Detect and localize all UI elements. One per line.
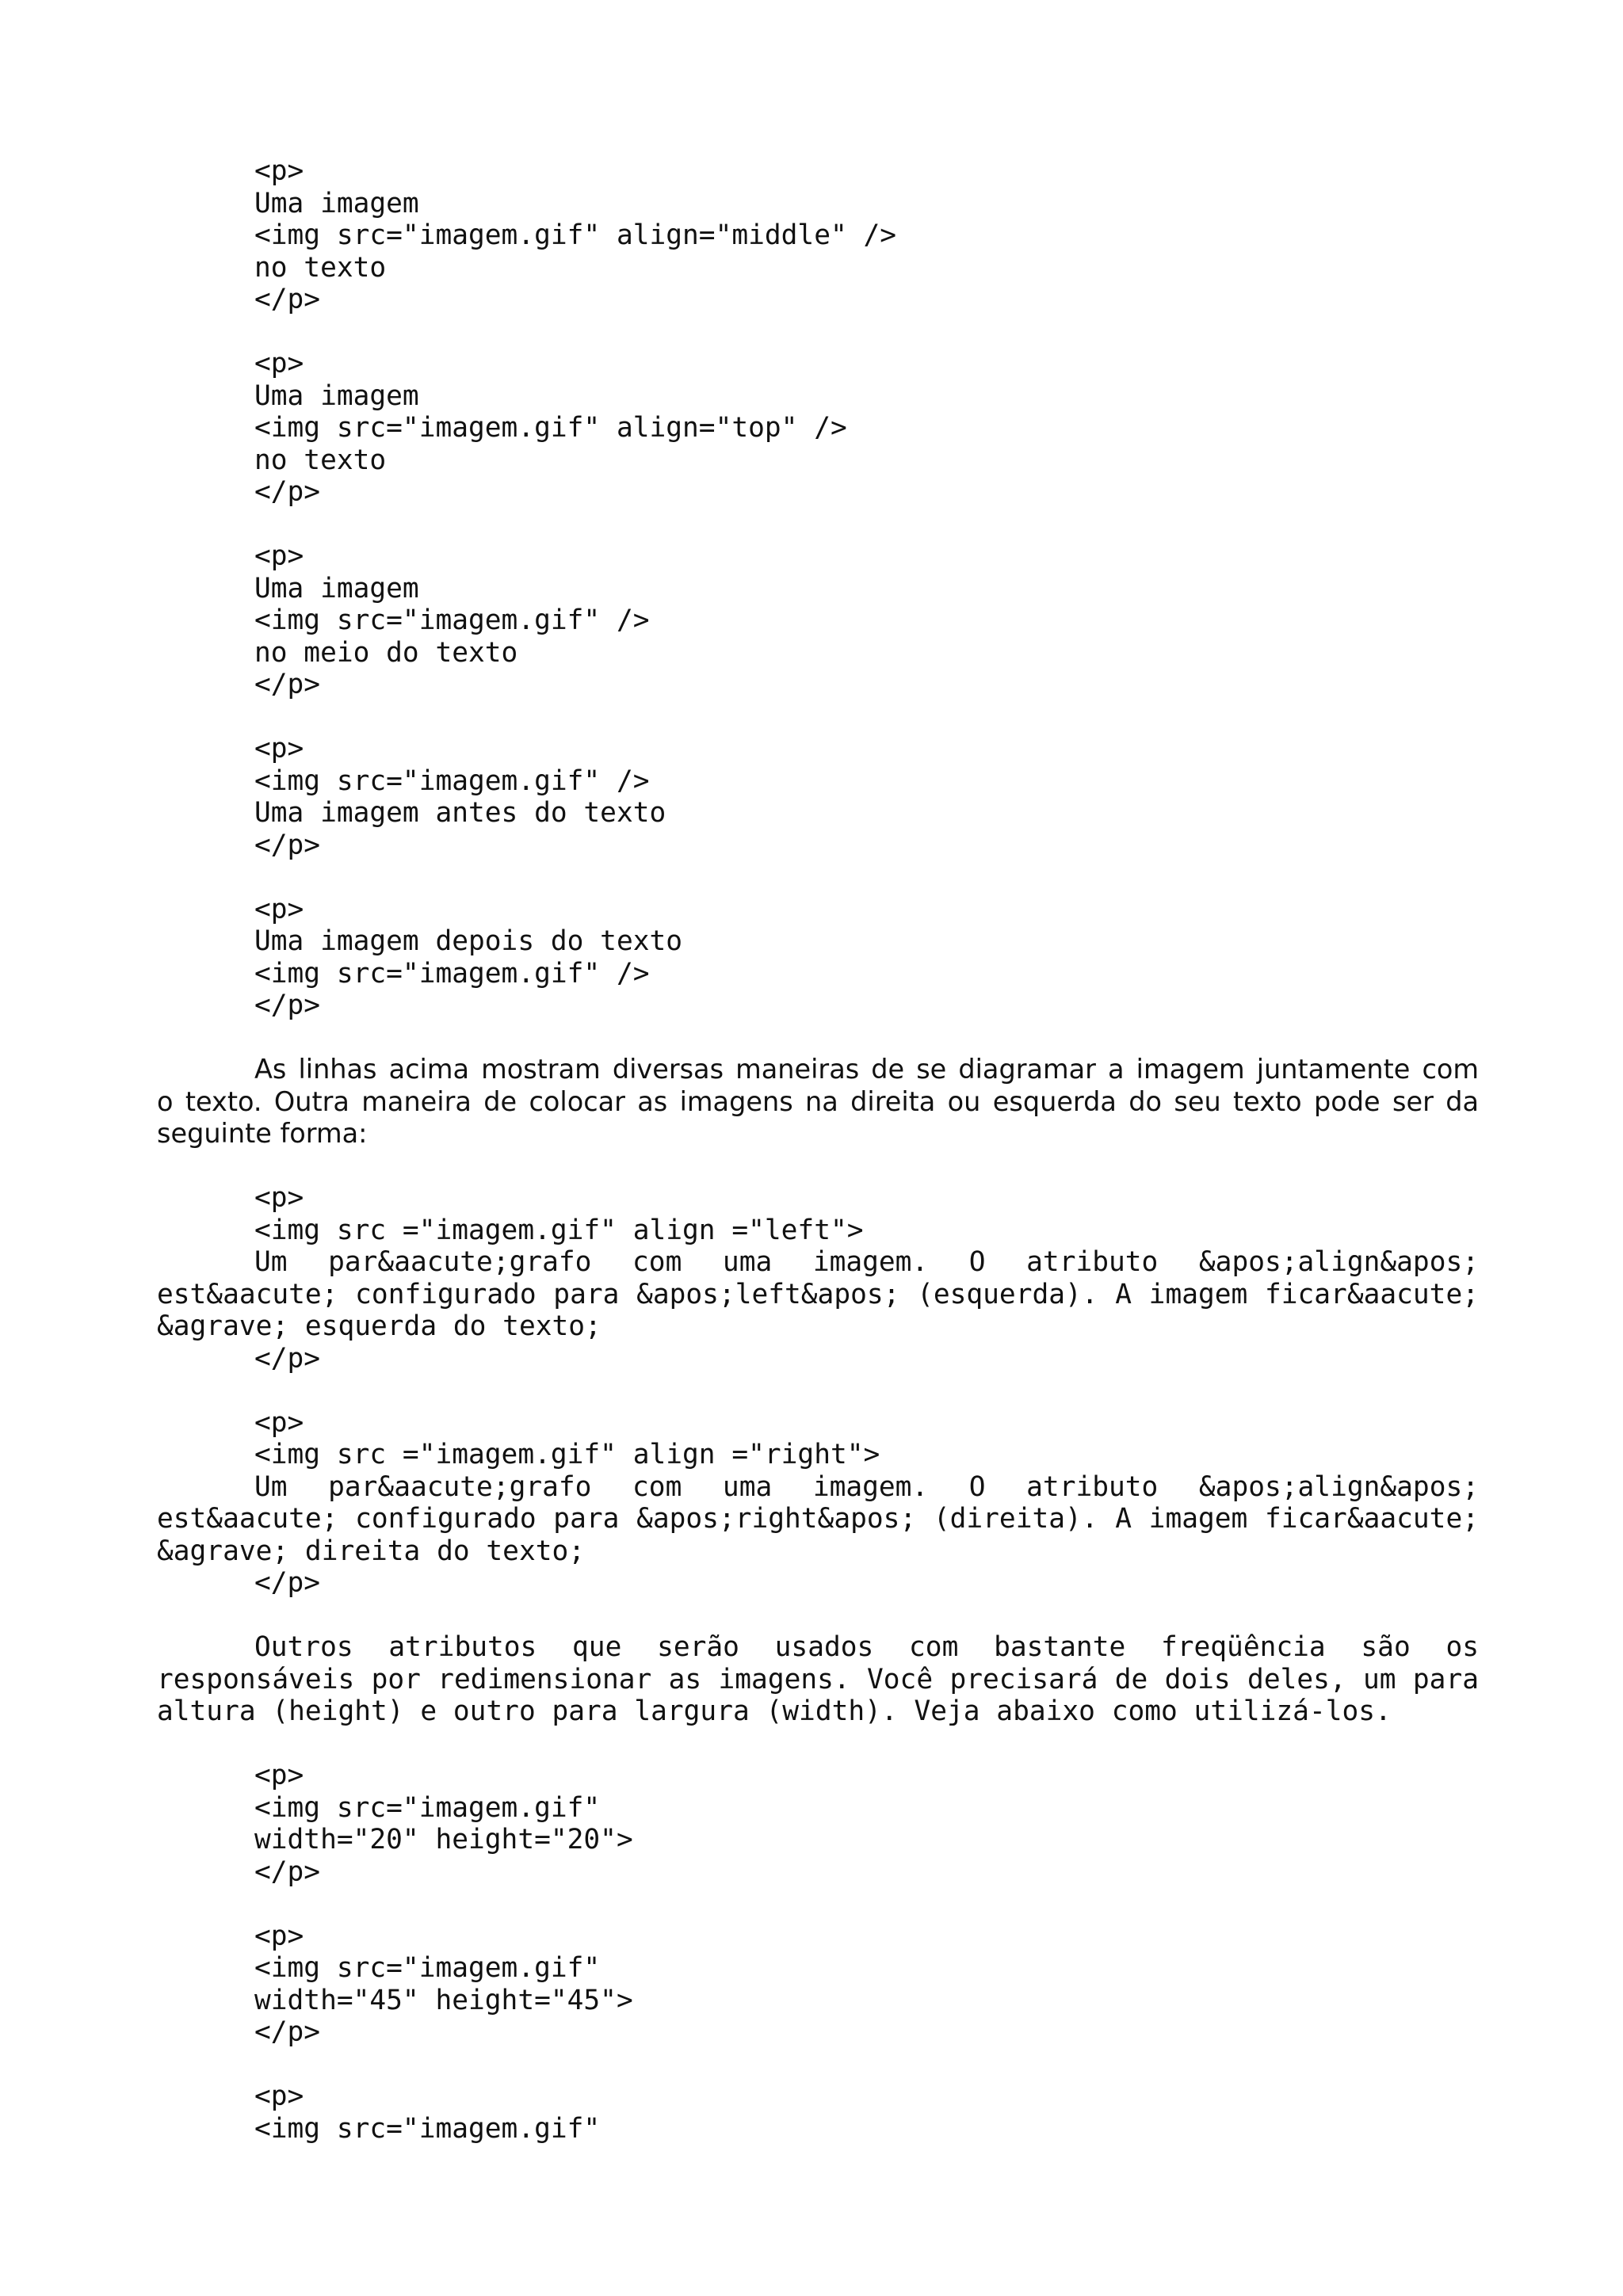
code-line: width="20" height="20"> <box>254 1824 633 1855</box>
code-example-size-20 <box>157 1760 1479 1888</box>
code-line: <p> <box>254 540 304 572</box>
code-example-align-right <box>157 1407 1479 1600</box>
code-line: no texto <box>254 444 387 476</box>
code-line: est&aacute; configurado para &apos;right&apos; (direita). A imagem ficar&aacute; <box>157 1503 1479 1535</box>
code-example-inline <box>157 540 1479 701</box>
code-line: <img src="imagem.gif" align="top" /> <box>254 412 847 444</box>
code-line: <img src="imagem.gif" <box>254 2112 601 2145</box>
code-example-after <box>157 894 1479 1022</box>
code-line: <p> <box>254 348 304 379</box>
code-line: Uma imagem depois do texto <box>254 925 683 957</box>
code-example-align-left <box>157 1182 1479 1375</box>
code-line: Um par&aacute;grafo com uma imagem. O atributo &apos;align&apos; <box>254 1246 1479 1278</box>
code-line: </p> <box>254 829 321 861</box>
code-line: <img src="imagem.gif" <box>254 1952 601 1984</box>
code-line: <img src="imagem.gif" /> <box>254 605 650 636</box>
code-line: &agrave; esquerda do texto; <box>157 1310 601 1342</box>
code-line: <p> <box>254 1182 304 1214</box>
code-line: no texto <box>254 251 387 284</box>
text-line: altura (height) e outro para largura (width). Veja abaixo como utilizá-los. <box>157 1695 1392 1727</box>
code-line: <p> <box>254 1406 304 1439</box>
code-line: Uma imagem antes do texto <box>254 797 666 829</box>
code-line: Uma imagem <box>254 572 419 605</box>
code-line: <img src ="imagem.gif" align ="left"> <box>254 1214 864 1246</box>
code-line: width="45" height="45"> <box>254 1984 633 2016</box>
code-line: <img src ="imagem.gif" align ="right"> <box>254 1439 880 1470</box>
code-line: </p> <box>254 2016 321 2048</box>
text-line: responsáveis por redimensionar as imagens. Você precisará de dois deles, um para <box>157 1663 1479 1695</box>
code-line: <img src="imagem.gif" <box>254 1791 601 1824</box>
text-line: o texto. Outra maneira de colocar as imagens na direita ou esquerda do seu texto pode ser da <box>157 1085 1479 1117</box>
code-line: <img src="imagem.gif" /> <box>254 957 650 990</box>
code-line: <p> <box>254 1760 304 1791</box>
code-line: no meio do texto <box>254 636 518 669</box>
text-line: As linhas acima mostram diversas maneiras de se diagramar a imagem juntamente com <box>254 1054 1479 1085</box>
code-line: <p> <box>254 2081 304 2112</box>
code-line: <p> <box>254 733 304 765</box>
code-example-before <box>157 733 1479 861</box>
code-line: <img src="imagem.gif" /> <box>254 765 650 797</box>
code-line: &agrave; direita do texto; <box>157 1535 586 1567</box>
text-line: Outros atributos que serão usados com bastante freqüência são os <box>254 1631 1479 1663</box>
code-example-size-partial <box>157 2081 1479 2145</box>
code-line: <p> <box>254 893 304 925</box>
code-line: <img src="imagem.gif" align="middle" /> <box>254 219 897 251</box>
code-line: Uma imagem <box>254 187 419 219</box>
code-line: Um par&aacute;grafo com uma imagem. O atributo &apos;align&apos; <box>254 1470 1479 1503</box>
code-line: </p> <box>254 669 321 700</box>
code-example-size-45 <box>157 1920 1479 2049</box>
code-line: </p> <box>254 990 321 1021</box>
paragraph-resizing <box>157 1631 1479 1728</box>
code-line: Uma imagem <box>254 379 419 412</box>
page-content <box>157 155 1479 2177</box>
code-line: </p> <box>254 284 321 315</box>
code-line: </p> <box>254 476 321 508</box>
code-line: <p> <box>254 155 304 187</box>
code-example-top <box>157 348 1479 509</box>
code-line: </p> <box>254 1342 321 1375</box>
code-line: </p> <box>254 1855 321 1888</box>
code-line: </p> <box>254 1567 321 1599</box>
code-line: <p> <box>254 1920 304 1952</box>
paragraph-diagramming <box>157 1054 1479 1150</box>
text-line: seguinte forma: <box>157 1118 368 1149</box>
code-line: est&aacute; configurado para &apos;left&apos; (esquerda). A imagem ficar&aacute; <box>157 1278 1479 1310</box>
code-example-middle <box>157 155 1479 316</box>
